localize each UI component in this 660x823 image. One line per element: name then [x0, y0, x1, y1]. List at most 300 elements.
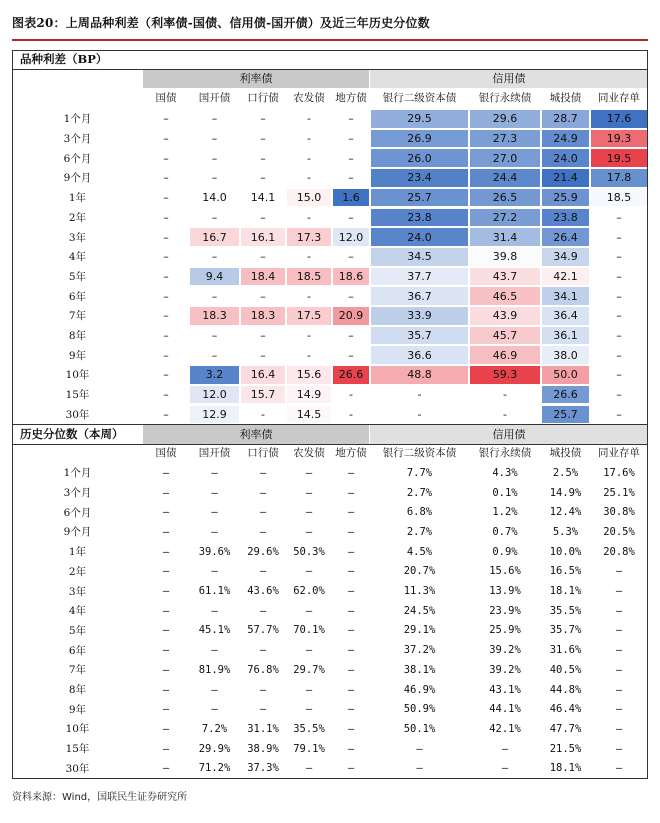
heatmap-cell: 3.2	[190, 366, 239, 384]
table-row	[12, 227, 648, 247]
percentile-cell: 47.7%	[549, 722, 582, 735]
rule	[12, 424, 648, 425]
heatmap-cell: –	[163, 132, 169, 146]
heatmap-cell: –	[260, 171, 266, 185]
table-row	[12, 601, 648, 621]
heatmap-cell: 25.7	[371, 189, 468, 207]
heatmap-cell: 18.5	[287, 268, 331, 286]
percentile-cell: 76.8%	[247, 663, 279, 676]
percentile-cell: –	[305, 466, 313, 479]
table-row	[12, 267, 648, 287]
heatmap-cell: 18.5	[591, 189, 647, 207]
percentile-cell: –	[211, 525, 218, 538]
percentile-cell: 42.1%	[489, 722, 521, 735]
percentile-cell: 23.9%	[489, 604, 521, 617]
heatmap-cell: 20.9	[333, 307, 369, 325]
title-rule	[12, 39, 648, 41]
heatmap-cell: -	[417, 388, 422, 402]
percentile-cell: 71.2%	[198, 762, 231, 775]
table-row	[12, 621, 648, 641]
percentile-cell: –	[259, 703, 267, 716]
heatmap-cell: –	[616, 309, 622, 323]
heatmap-cell: 36.7	[371, 287, 468, 305]
table-row	[12, 365, 648, 385]
percentile-cell: 35.5%	[549, 604, 582, 617]
column-header: 银行永续债	[478, 447, 532, 459]
tenor-label: 3年	[68, 231, 87, 244]
percentile-cell: 21.5%	[549, 742, 582, 755]
table-row	[12, 759, 648, 779]
table-row	[12, 719, 648, 739]
table-row	[12, 562, 648, 582]
heatmap-cell: -	[307, 348, 311, 362]
percentile-cell: –	[259, 466, 267, 479]
tenor-label: 6个月	[63, 152, 92, 165]
heatmap-cell: –	[211, 289, 218, 303]
percentile-cell: –	[162, 604, 170, 617]
heatmap-cell: –	[163, 289, 169, 303]
percentile-cell: 25.1%	[603, 486, 635, 499]
heatmap-cell: –	[163, 269, 169, 283]
rate-group-label: 利率债	[143, 69, 369, 88]
percentile-cell: 44.8%	[549, 683, 582, 696]
heatmap-cell: 48.8	[371, 366, 468, 384]
table-row	[12, 542, 648, 562]
percentile-cell: 4.5%	[406, 545, 433, 558]
heatmap-cell: –	[260, 112, 266, 126]
heatmap-cell: 19.5	[591, 149, 647, 167]
heatmap-cell: –	[211, 250, 218, 264]
percentile-cell: –	[305, 604, 313, 617]
percentile-cell: –	[347, 683, 355, 696]
heatmap-cell: 35.7	[371, 327, 468, 345]
heatmap-cell: –	[348, 132, 354, 146]
percentile-cell: –	[305, 525, 313, 538]
heatmap-cell: -	[349, 388, 353, 402]
rule	[12, 69, 648, 70]
percentile-cell: –	[347, 545, 355, 558]
tenor-label: 3个月	[63, 133, 92, 146]
heatmap-cell: –	[260, 132, 266, 146]
percentile-cell: –	[162, 683, 170, 696]
percentile-section-header	[12, 425, 648, 444]
heatmap-cell: –	[260, 348, 266, 362]
percentile-cell: –	[162, 525, 170, 538]
heatmap-cell: –	[348, 112, 354, 126]
table-row	[12, 247, 648, 267]
percentile-cell: 79.1%	[293, 742, 325, 755]
heatmap-cell: -	[261, 407, 265, 421]
heatmap-cell: 23.8	[542, 209, 589, 227]
heatmap-cell: –	[616, 329, 622, 343]
percentile-cell: –	[162, 762, 170, 775]
percentile-cell: –	[259, 565, 267, 578]
table-row	[12, 168, 648, 188]
heatmap-cell: 12.9	[190, 406, 239, 424]
percentile-cell: –	[211, 506, 218, 519]
percentile-cell: 13.9%	[489, 585, 521, 598]
heatmap-cell: 26.0	[371, 149, 468, 167]
table-row	[12, 385, 648, 405]
heatmap-cell: 29.6	[470, 110, 540, 128]
percentile-cell: 46.4%	[549, 703, 582, 716]
heatmap-cell: 33.9	[371, 307, 468, 325]
percentile-cell: 10.0%	[549, 545, 582, 558]
heatmap-cell: 19.3	[591, 130, 647, 148]
heatmap-cell: –	[348, 210, 354, 224]
column-header: 银行二级资本债	[382, 447, 457, 459]
heatmap-cell: 15.0	[287, 189, 331, 207]
column-header: 口行债	[247, 447, 279, 459]
percentile-cell: 29.1%	[403, 624, 436, 637]
heatmap-cell: –	[163, 210, 169, 224]
column-header: 地方债	[335, 92, 367, 104]
percentile-cell: 7.2%	[201, 722, 228, 735]
heatmap-cell: –	[163, 329, 169, 343]
heatmap-cell: –	[260, 329, 266, 343]
heatmap-cell: –	[163, 191, 169, 205]
column-header: 地方债	[335, 447, 367, 459]
percentile-cell: –	[347, 624, 355, 637]
percentile-cell: –	[347, 762, 355, 775]
percentile-cell: 35.5%	[293, 722, 325, 735]
table-row	[12, 345, 648, 365]
column-header: 农发债	[293, 447, 325, 459]
heatmap-cell: 43.9	[470, 307, 540, 325]
percentile-cell: –	[305, 506, 313, 519]
heatmap-cell: –	[163, 250, 169, 264]
table-row	[12, 208, 648, 228]
percentile-cell: –	[211, 604, 218, 617]
rule	[12, 778, 648, 779]
percentile-cell: 31.6%	[549, 644, 582, 657]
tenor-label: 1年	[68, 192, 87, 205]
heatmap-cell: 46.9	[470, 346, 540, 364]
heatmap-cell: 17.6	[591, 110, 647, 128]
percentile-section-title: 历史分位数（本周）	[12, 425, 143, 444]
percentile-cell: –	[259, 486, 267, 499]
heatmap-cell: –	[260, 289, 266, 303]
percentile-cell: –	[259, 506, 267, 519]
percentile-cell: 39.2%	[489, 644, 521, 657]
percentile-cell: –	[211, 565, 218, 578]
tenor-label: 2年	[68, 211, 87, 224]
tenor-label: 6年	[68, 644, 87, 657]
percentile-cell: 20.5%	[603, 525, 635, 538]
heatmap-cell: 17.8	[591, 169, 647, 187]
rule	[12, 444, 648, 445]
heatmap-cell: 15.7	[241, 386, 285, 404]
heatmap-cell: -	[307, 151, 311, 165]
heatmap-cell: –	[211, 348, 218, 362]
percentile-cell: –	[615, 703, 623, 716]
heatmap-cell: –	[616, 250, 622, 264]
heatmap-cell: 46.5	[470, 287, 540, 305]
percentile-cell: 7.7%	[406, 466, 433, 479]
table-row	[12, 306, 648, 326]
column-header: 同业存单	[598, 447, 640, 459]
percentile-cell: –	[347, 722, 355, 735]
tenor-label: 5年	[68, 270, 87, 283]
tenor-label: 9个月	[63, 526, 92, 539]
credit-group-label: 信用债	[370, 69, 648, 88]
heatmap-cell: –	[163, 151, 169, 165]
table-row	[12, 109, 648, 129]
percentile-cell: –	[305, 683, 313, 696]
column-header: 银行二级资本债	[382, 92, 457, 104]
heatmap-cell: 42.1	[542, 268, 589, 286]
heatmap-cell: –	[211, 329, 218, 343]
tenor-label: 6个月	[63, 506, 92, 519]
heatmap-cell: –	[348, 151, 354, 165]
column-header: 银行永续债	[478, 92, 532, 104]
percentile-cell: 45.1%	[198, 624, 231, 637]
heatmap-cell: –	[260, 250, 266, 264]
heatmap-cell: –	[211, 171, 218, 185]
heatmap-cell: –	[348, 289, 354, 303]
spread-section-header	[12, 50, 648, 69]
tenor-label: 10年	[65, 723, 90, 736]
heatmap-cell: –	[616, 289, 622, 303]
percentile-cell: 15.6%	[489, 565, 521, 578]
heatmap-cell: –	[616, 210, 622, 224]
heatmap-cell: 39.8	[470, 248, 540, 266]
heatmap-cell: 16.1	[241, 228, 285, 246]
table-row	[12, 640, 648, 660]
heatmap-cell: 24.4	[470, 169, 540, 187]
tenor-label: 3个月	[63, 487, 92, 500]
percentile-cell: –	[615, 585, 623, 598]
heatmap-cell: 24.0	[542, 149, 589, 167]
percentile-cell: 6.8%	[406, 506, 433, 519]
heatmap-cell: 36.6	[371, 346, 468, 364]
percentile-cell: –	[305, 486, 313, 499]
heatmap-cell: –	[348, 171, 354, 185]
percentile-cell: –	[416, 762, 423, 775]
heatmap-cell: 27.2	[470, 209, 540, 227]
heatmap-cell: –	[163, 348, 169, 362]
percentile-cell: –	[259, 604, 267, 617]
percentile-cell: 50.9%	[403, 703, 436, 716]
percentile-cell: 50.3%	[293, 545, 325, 558]
percentile-cell: 0.9%	[492, 545, 518, 558]
heatmap-cell: –	[348, 348, 354, 362]
heatmap-cell: –	[616, 407, 622, 421]
percentile-cell: –	[615, 565, 623, 578]
heatmap-cell: 36.4	[542, 307, 589, 325]
percentile-cell: 38.9%	[247, 742, 279, 755]
table-row	[12, 148, 648, 168]
tenor-label: 7年	[68, 310, 87, 323]
percentile-cell: 43.6%	[247, 585, 279, 598]
table-row	[12, 660, 648, 680]
percentile-cell: –	[615, 742, 623, 755]
table-row	[12, 463, 648, 483]
percentile-cell: 39.6%	[198, 545, 231, 558]
heatmap-cell: –	[163, 171, 169, 185]
percentile-cell: 61.1%	[198, 585, 231, 598]
table-row	[12, 522, 648, 542]
percentile-cell: –	[162, 486, 170, 499]
heatmap-cell: 18.6	[333, 268, 369, 286]
percentile-cell: –	[162, 565, 170, 578]
heatmap-cell: 18.3	[241, 307, 285, 325]
rule	[12, 50, 648, 51]
table-row	[12, 188, 648, 208]
table-row	[12, 739, 648, 759]
percentile-cell: 25.9%	[489, 624, 521, 637]
heatmap-cell: 23.4	[371, 169, 468, 187]
heatmap-cell: –	[260, 151, 266, 165]
percentile-cell: –	[211, 703, 218, 716]
heatmap-cell: 16.4	[241, 366, 285, 384]
heatmap-cell: 26.9	[371, 130, 468, 148]
percentile-cell: –	[347, 525, 355, 538]
heatmap-cell: 14.1	[241, 189, 285, 207]
tenor-label: 4年	[68, 605, 87, 618]
heatmap-cell: 38.0	[542, 346, 589, 364]
percentile-cell: 31.1%	[247, 722, 279, 735]
rule	[647, 424, 648, 778]
heatmap-cell: –	[616, 388, 622, 402]
tenor-label: 15年	[65, 743, 90, 756]
heatmap-cell: 15.6	[287, 366, 331, 384]
spread-section-title: 品种利差（BP）	[12, 50, 143, 69]
percentile-cell: –	[615, 722, 623, 735]
percentile-cell: –	[162, 506, 170, 519]
percentile-cell: 18.1%	[549, 762, 582, 775]
table-row	[12, 405, 648, 425]
column-header: 口行债	[247, 92, 279, 104]
heatmap-cell: 12.0	[333, 228, 369, 246]
rule	[12, 424, 13, 778]
heatmap-cell: 24.0	[371, 228, 468, 246]
heatmap-cell: -	[503, 388, 507, 402]
table-row	[12, 502, 648, 522]
heatmap-cell: 59.3	[470, 366, 540, 384]
tenor-label: 4年	[68, 251, 87, 264]
tenor-label: 30年	[65, 408, 90, 421]
rate-group-label-2: 利率债	[143, 425, 369, 444]
column-header: 城投债	[549, 447, 582, 459]
tenor-label: 9年	[68, 703, 87, 716]
percentile-cell: –	[615, 663, 623, 676]
heatmap-cell: 36.1	[542, 327, 589, 345]
heatmap-cell: 29.5	[371, 110, 468, 128]
percentile-cell: 2.7%	[406, 486, 433, 499]
heatmap-cell: -	[307, 289, 311, 303]
percentile-cell: –	[615, 624, 623, 637]
table-row	[12, 483, 648, 503]
heatmap-cell: –	[211, 132, 218, 146]
percentile-cell: –	[211, 683, 218, 696]
percentile-cell: –	[259, 683, 267, 696]
heatmap-cell: 25.7	[542, 406, 589, 424]
tenor-label: 15年	[65, 389, 90, 402]
percentile-cell: 29.6%	[247, 545, 279, 558]
percentile-cell: –	[347, 486, 355, 499]
heatmap-cell: 14.0	[190, 189, 239, 207]
heatmap-cell: 50.0	[542, 366, 589, 384]
percentile-cell: 40.5%	[549, 663, 582, 676]
percentile-cell: 2.5%	[552, 466, 579, 479]
tenor-label: 1个月	[63, 467, 92, 480]
heatmap-cell: 26.6	[542, 386, 589, 404]
heatmap-cell: -	[307, 171, 311, 185]
percentile-cell: –	[347, 585, 355, 598]
tenor-label: 7年	[68, 664, 87, 677]
heatmap-cell: -	[307, 329, 311, 343]
rule	[647, 50, 648, 424]
column-header: 城投债	[549, 92, 582, 104]
percentile-cell: 57.7%	[247, 624, 279, 637]
heatmap-cell: –	[260, 210, 266, 224]
percentile-cell: 12.4%	[549, 506, 582, 519]
tenor-label: 10年	[65, 369, 90, 382]
percentile-cell: 11.3%	[403, 585, 436, 598]
percentile-cell: 44.1%	[489, 703, 521, 716]
percentile-cell: –	[305, 644, 313, 657]
heatmap-cell: 24.9	[542, 130, 589, 148]
percentile-cell: –	[259, 525, 267, 538]
tenor-label: 5年	[68, 624, 87, 637]
column-header: 国债	[155, 92, 177, 104]
percentile-cell: 35.7%	[549, 624, 582, 637]
heatmap-cell: –	[616, 368, 622, 382]
percentile-cell: 17.6%	[603, 466, 635, 479]
source-note: 资料来源：Wind，国联民生证券研究所	[12, 792, 188, 803]
tenor-label: 30年	[65, 762, 90, 775]
heatmap-cell: –	[163, 230, 169, 244]
heatmap-cell: –	[211, 210, 218, 224]
column-header: 国开债	[198, 92, 231, 104]
percentile-cell: 30.8%	[603, 506, 635, 519]
percentile-cell: 18.1%	[549, 585, 582, 598]
heatmap-cell: 27.0	[470, 149, 540, 167]
percentile-cell: –	[615, 604, 623, 617]
percentile-cell: 29.9%	[198, 742, 231, 755]
rule	[12, 50, 13, 424]
tenor-label: 6年	[68, 290, 87, 303]
heatmap-cell: 34.9	[542, 248, 589, 266]
heatmap-cell: -	[307, 250, 311, 264]
heatmap-cell: 16.7	[190, 228, 239, 246]
heatmap-cell: -	[417, 407, 422, 421]
tenor-label: 1个月	[63, 113, 92, 126]
percentile-cell: –	[211, 466, 218, 479]
tenor-label: 9年	[68, 349, 87, 362]
percentile-cell: –	[347, 663, 355, 676]
percentile-cell: –	[162, 703, 170, 716]
heatmap-cell: -	[349, 407, 353, 421]
percentile-cell: –	[347, 466, 355, 479]
percentile-cell: –	[347, 644, 355, 657]
percentile-cell: –	[211, 644, 218, 657]
percentile-cell: –	[305, 703, 313, 716]
heatmap-cell: 17.5	[287, 307, 331, 325]
percentile-cell: 2.7%	[406, 525, 433, 538]
percentile-cell: –	[347, 742, 355, 755]
percentile-cell: 24.5%	[403, 604, 436, 617]
heatmap-cell: 25.9	[542, 189, 589, 207]
percentile-cell: –	[162, 624, 170, 637]
percentile-cell: 70.1%	[293, 624, 325, 637]
percentile-cell: 43.1%	[489, 683, 521, 696]
credit-group-label-2: 信用债	[370, 425, 648, 444]
percentile-cell: –	[162, 663, 170, 676]
percentile-cell: –	[347, 565, 355, 578]
heatmap-cell: -	[503, 407, 507, 421]
